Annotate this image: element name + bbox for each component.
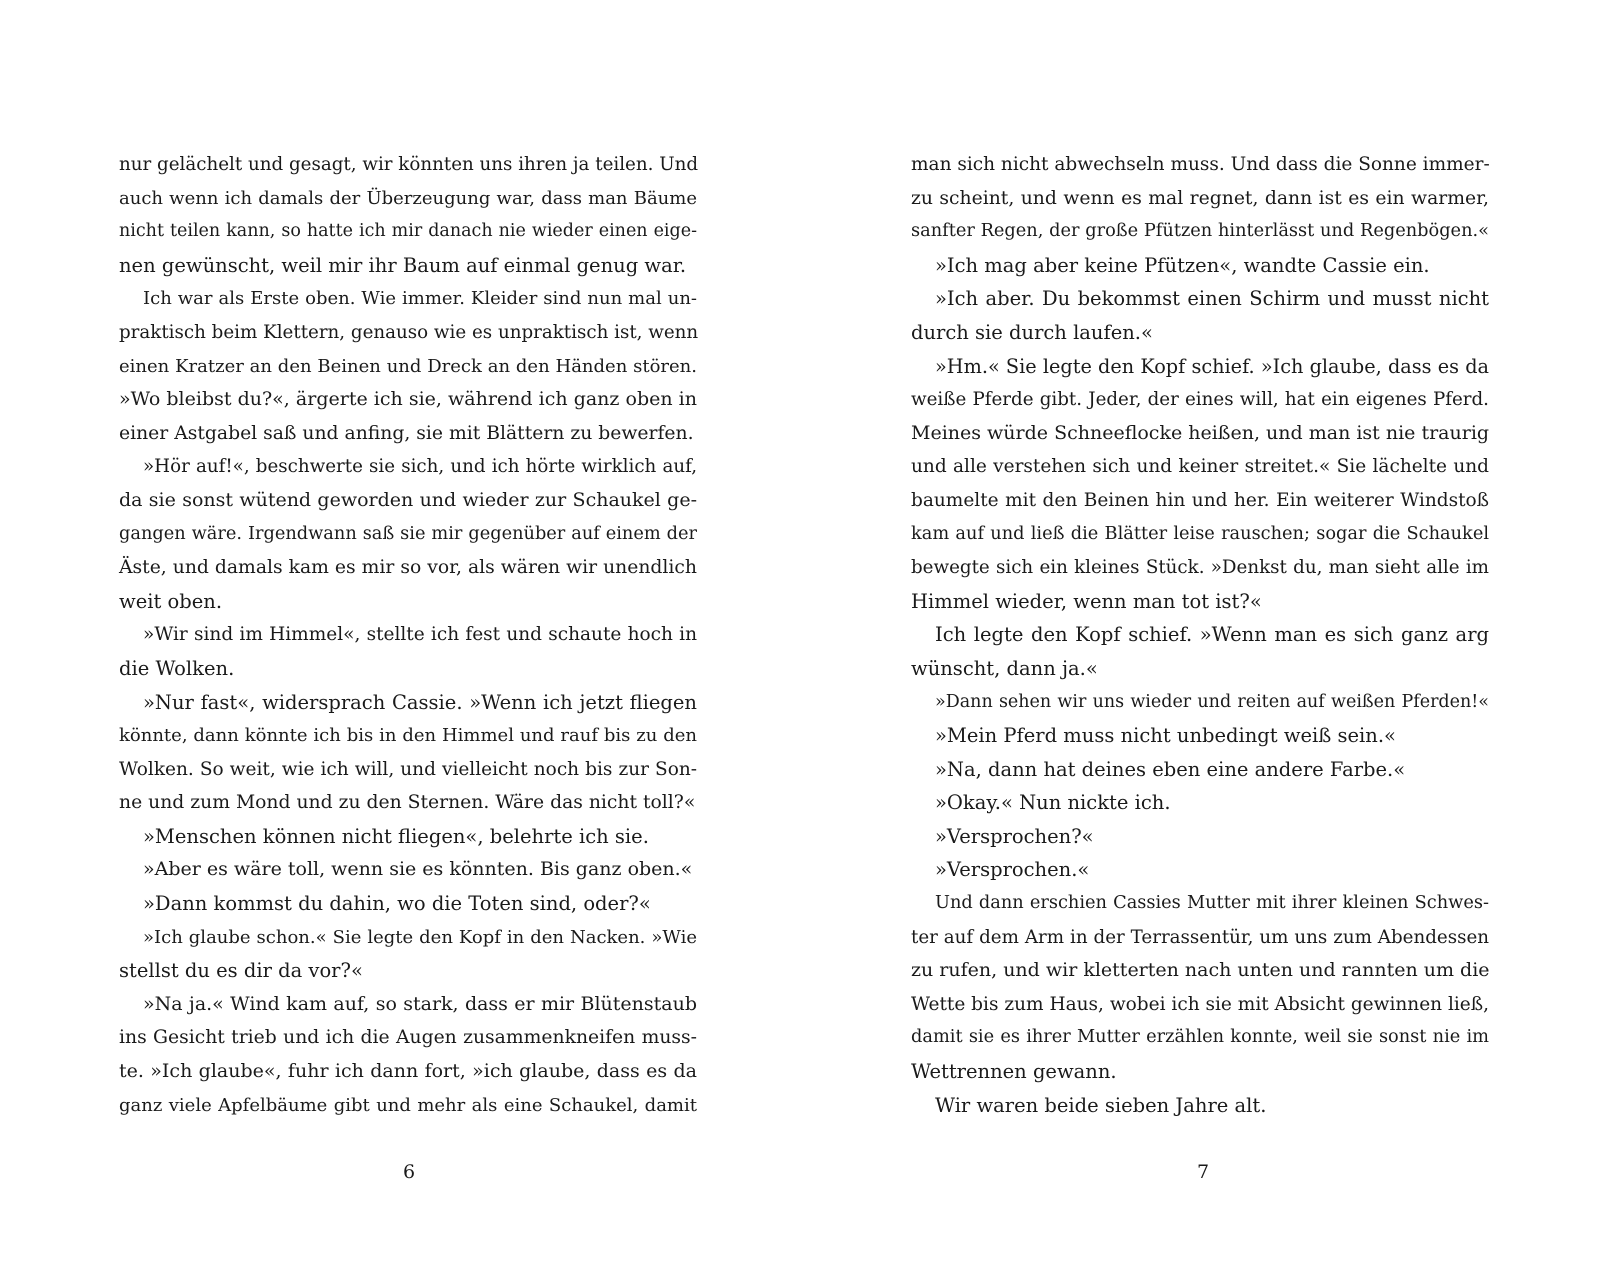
right-page [911, 148, 1489, 1122]
text-line: nur gelächelt und gesagt, wir könnten uns ihren ja teilen. Und [119, 154, 699, 175]
text-line: ne und zum Mond und zu den Sternen. Wäre das nicht toll?« [119, 792, 696, 814]
text-line: einen Kratzer an den Beinen und Dreck an den Händen stören. [119, 355, 697, 377]
text-line: »Versprochen.« [935, 858, 1090, 882]
text-line: bewegte sich ein kleines Stück. »Denkst du, man sieht alle im [911, 557, 1489, 579]
text-line: »Menschen können nicht fliegen«, belehrte ich sie. [143, 824, 649, 848]
text-line: praktisch beim Klettern, genauso wie es unpraktisch ist, wenn [119, 321, 699, 343]
text-line: wünscht, dann ja.« [911, 656, 1098, 680]
text-line: »Wir sind im Himmel«, stellte ich fest und schaute hoch in [143, 624, 697, 646]
text-line: »Okay.« Nun nickte ich. [935, 791, 1171, 815]
text-line: Wir waren beide sieben Jahre alt. [935, 1093, 1267, 1117]
text-line: damit sie es ihrer Mutter erzählen konnte, weil sie sonst nie im [911, 1027, 1489, 1048]
text-line: weit oben. [119, 589, 223, 613]
text-line: Wette bis zum Haus, wobei ich sie mit Absicht gewinnen ließ, [911, 993, 1489, 1015]
text-line: »Mein Pferd muss nicht unbedingt weiß sein.« [935, 724, 1396, 748]
text-line: Wolken. So weit, wie ich will, und vielleicht noch bis zur Son- [119, 758, 697, 780]
text-line: könnte, dann könnte ich bis in den Himmel und rauf bis zu den [119, 725, 697, 747]
text-line: nen gewünscht, weil mir ihr Baum auf einmal genug war. [119, 253, 687, 277]
text-line: »Dann kommst du dahin, wo die Toten sind, oder?« [143, 892, 651, 916]
text-line: »Hm.« Sie legte den Kopf schief. »Ich glaube, dass es da [935, 354, 1489, 378]
text-line: Ich legte den Kopf schief. »Wenn man es sich ganz arg [935, 623, 1489, 647]
text-line: zu rufen, und wir kletterten nach unten und rannten um die [911, 959, 1490, 982]
text-line: »Ich mag aber keine Pfützen«, wandte Cassie ein. [935, 253, 1430, 277]
text-line: kam auf und ließ die Blätter leise rauschen; sogar die Schaukel [911, 523, 1489, 544]
page-number-right: 7 [1196, 1161, 1210, 1183]
text-line: Himmel wieder, wenn man tot ist?« [911, 589, 1262, 613]
text-line: sanfter Regen, der große Pfützen hinterlässt und Regenbögen.« [911, 221, 1489, 242]
text-line: einer Astgabel saß und anfing, sie mit Blättern zu bewerfen. [119, 422, 694, 444]
text-line: »Hör auf!«, beschwerte sie sich, und ich hörte wirklich auf, [143, 456, 697, 478]
text-line: »Dann sehen wir uns wieder und reiten auf weißen Pferden!« [935, 691, 1489, 712]
text-line: baumelte mit den Beinen hin und her. Ein weiterer Windstoß [911, 489, 1489, 511]
text-line: »Versprochen?« [935, 824, 1094, 848]
text-line: ter auf dem Arm in der Terrassentür, um uns zum Abendessen [911, 926, 1489, 948]
left-page [119, 148, 697, 1122]
text-line: die Wolken. [119, 656, 235, 680]
text-line: weiße Pferde gibt. Jeder, der eines will, hat ein eigenes Pferd. [911, 389, 1489, 411]
text-line: »Ich aber. Du bekommst einen Schirm und musst nicht [935, 287, 1489, 311]
text-line: »Na ja.« Wind kam auf, so stark, dass er mir Blütenstaub [143, 992, 697, 1015]
text-line: man sich nicht abwechseln muss. Und dass die Sonne immer- [911, 154, 1490, 175]
text-line: ganz viele Apfelbäume gibt und mehr als eine Schaukel, damit [119, 1094, 697, 1116]
text-line: »Na, dann hat deines eben eine andere Farbe.« [935, 757, 1406, 781]
text-line: »Wo bleibst du?«, ärgerte ich sie, während ich ganz oben in [119, 388, 697, 411]
text-line: stellst du es dir da vor?« [119, 959, 363, 983]
text-line: da sie sonst wütend geworden und wieder zur Schaukel ge- [119, 488, 697, 511]
text-line: Ich war als Erste oben. Wie immer. Kleider sind nun mal un- [143, 288, 697, 310]
text-line: ins Gesicht trieb und ich die Augen zusammenkneifen muss- [119, 1027, 697, 1049]
text-line: zu scheint, und wenn es mal regnet, dann ist es ein warmer, [911, 187, 1489, 209]
page-number-left: 6 [402, 1161, 416, 1183]
text-line: »Nur fast«, widersprach Cassie. »Wenn ich jetzt fliegen [143, 690, 697, 714]
text-line: und alle verstehen sich und keiner streitet.« Sie lächelte und [911, 456, 1489, 478]
text-line: Äste, und damals kam es mir so vor, als wären wir unendlich [119, 557, 697, 579]
text-line: auch wenn ich damals der Überzeugung war, dass man Bäume [119, 187, 697, 209]
text-line: te. »Ich glaube«, fuhr ich dann fort, »ich glaube, dass es da [119, 1060, 697, 1083]
text-line: Meines würde Schneeflocke heißen, und man ist nie traurig [911, 421, 1490, 444]
text-line: nicht teilen kann, so hatte ich mir danach nie wieder einen eige- [119, 221, 697, 242]
text-line: Und dann erschien Cassies Mutter mit ihrer kleinen Schwes- [935, 893, 1489, 914]
text-line: »Aber es wäre toll, wenn sie es könnten. Bis ganz oben.« [143, 858, 693, 881]
text-line: gangen wäre. Irgendwann saß sie mir gegenüber auf einem der [119, 523, 697, 544]
text-line: »Ich glaube schon.« Sie legte den Kopf in den Nacken. »Wie [143, 926, 697, 948]
text-line: Wettrennen gewann. [911, 1060, 1117, 1084]
text-line: durch sie durch laufen.« [911, 320, 1153, 344]
